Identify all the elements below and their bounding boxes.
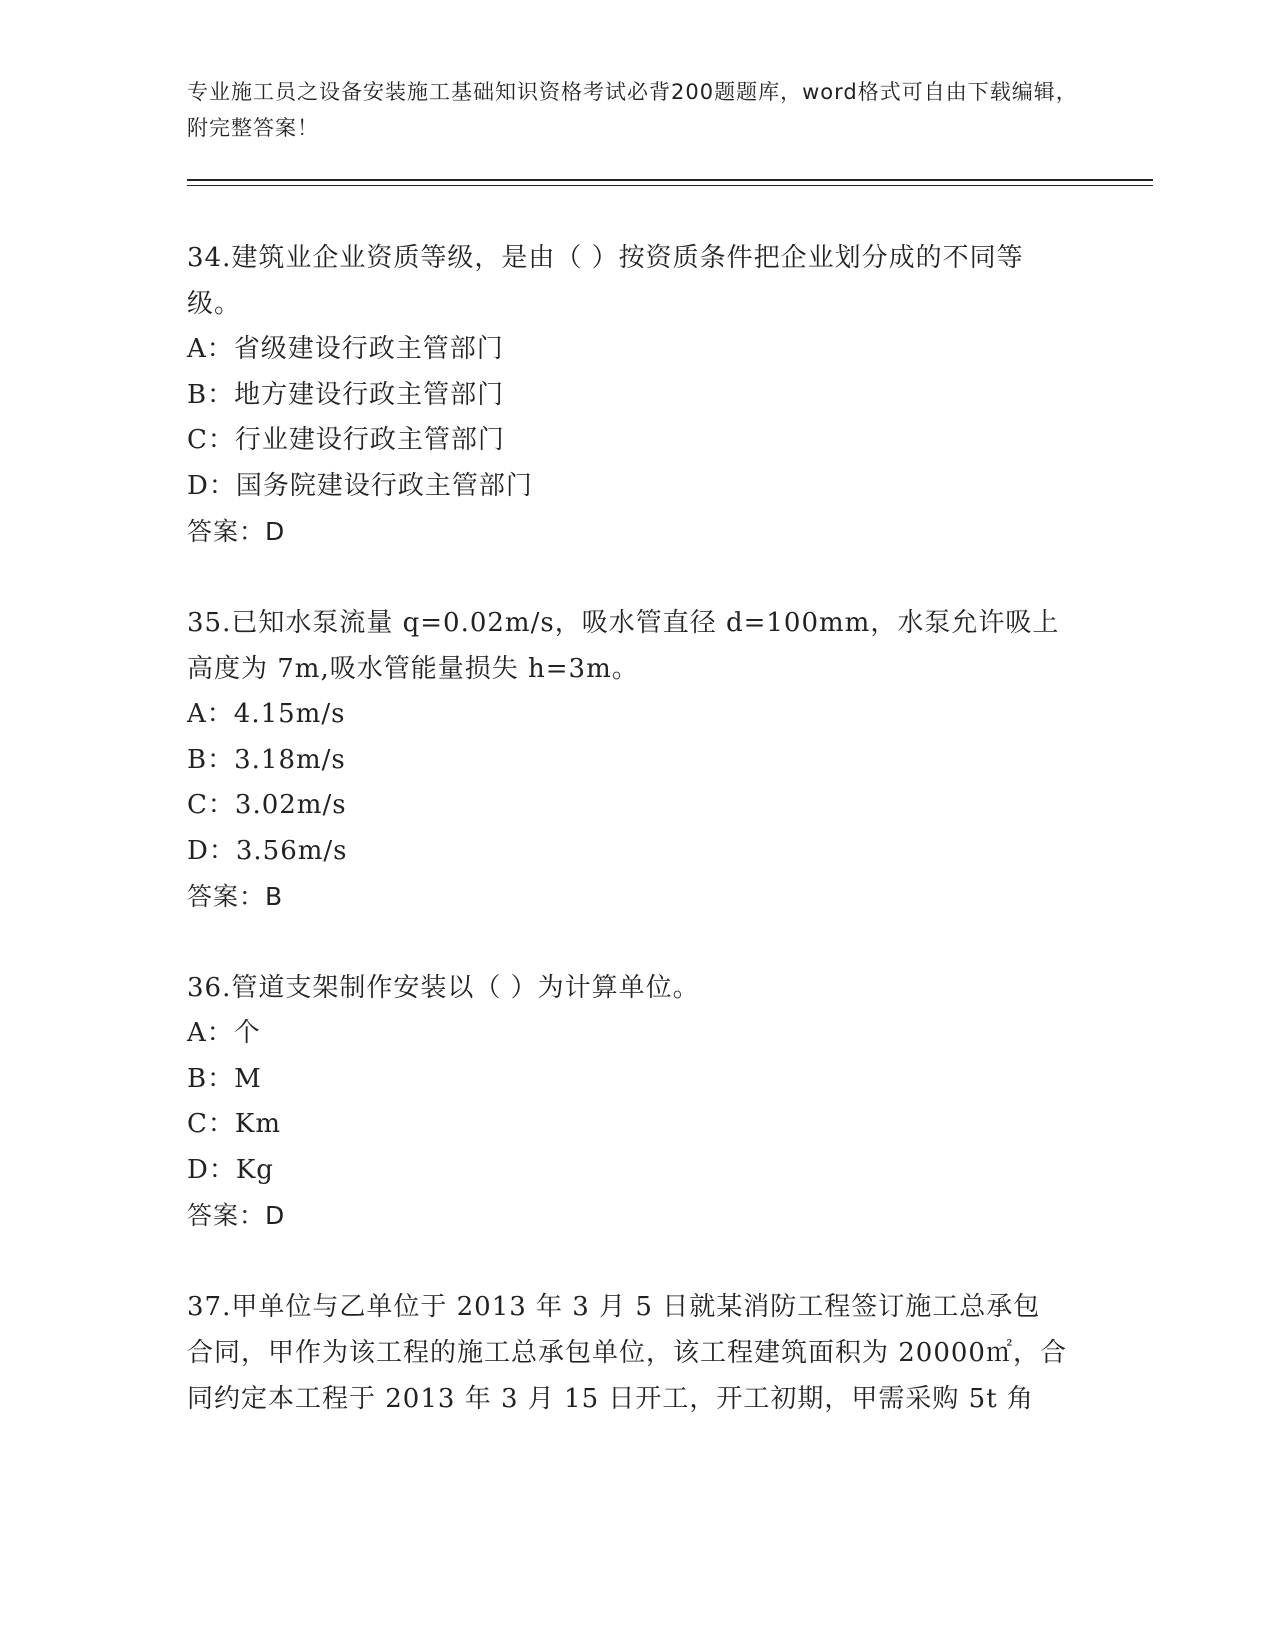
option-text: 行业建设行政主管部门 — [234, 425, 505, 455]
option-letter: B： — [187, 744, 235, 775]
option-b — [187, 373, 1067, 419]
option-b — [187, 738, 1067, 784]
answer-line: 答案：B — [187, 882, 284, 911]
option-letter: C： — [187, 425, 235, 455]
option-a — [187, 327, 1067, 373]
option-text: Km — [234, 1109, 281, 1139]
option-text: 3.18m/s — [234, 744, 346, 775]
answer-line: 答案：D — [187, 1201, 286, 1230]
option-letter: D： — [187, 470, 236, 501]
option-d — [187, 829, 1067, 875]
option-text: Kg — [235, 1154, 274, 1185]
option-text: 4.15m/s — [233, 699, 346, 729]
option-text: 地方建设行政主管部门 — [234, 379, 505, 410]
question-stem: 35.已知水泵流量 q=0.02m/s，吸水管直径 d=100mm，水泵允许吸上高度为 7m,吸水管能量损失 h=3m。 — [187, 608, 1060, 684]
question-34 — [187, 235, 1067, 554]
header-divider-thick — [187, 179, 1153, 181]
option-b — [187, 1057, 1067, 1103]
option-c — [187, 1102, 1067, 1148]
header-divider-thin — [187, 185, 1153, 186]
question-stem: 37.甲单位与乙单位于 2013 年 3 月 5 日就某消防工程签订施工总承包合同，甲作为该工程的施工总承包单位，该工程建筑面积为 20000㎡，合同约定本工程于 2013 年 3 月 15 日开工，开工初期，甲需采购 5t 角 — [187, 1292, 1067, 1414]
option-letter: A： — [187, 334, 234, 364]
option-text: M — [234, 1063, 262, 1094]
option-d — [187, 464, 1067, 510]
option-text: 省级建设行政主管部门 — [233, 334, 504, 364]
option-c — [187, 418, 1067, 464]
header-title: 专业施工员之设备安装施工基础知识资格考试必背200题题库，word格式可自由下载编辑，附完整答案！ — [187, 80, 1078, 140]
option-text: 个 — [233, 1018, 261, 1048]
option-letter: C： — [187, 790, 235, 820]
option-letter: B： — [187, 1063, 235, 1094]
option-c — [187, 783, 1067, 829]
option-letter: A： — [187, 1018, 234, 1048]
question-36 — [187, 965, 1067, 1238]
option-text: 3.02m/s — [234, 790, 347, 820]
question-stem: 36.管道支架制作安装以（ ）为计算单位。 — [187, 973, 700, 1003]
option-a — [187, 692, 1067, 738]
option-letter: A： — [187, 699, 234, 729]
document-header — [187, 74, 1087, 146]
option-letter: D： — [187, 1154, 236, 1185]
option-a — [187, 1011, 1067, 1057]
question-stem: 34.建筑业企业资质等级，是由（ ）按资质条件把企业划分成的不同等级。 — [187, 243, 1024, 319]
option-text: 国务院建设行政主管部门 — [235, 470, 533, 501]
question-37 — [187, 1284, 1067, 1422]
option-letter: B： — [187, 379, 235, 410]
question-list — [187, 235, 1067, 1468]
option-letter: C： — [187, 1109, 235, 1139]
option-letter: D： — [187, 835, 236, 866]
option-text: 3.56m/s — [235, 835, 348, 866]
question-35 — [187, 600, 1067, 919]
answer-line: 答案：D — [187, 517, 286, 546]
option-d — [187, 1148, 1067, 1194]
